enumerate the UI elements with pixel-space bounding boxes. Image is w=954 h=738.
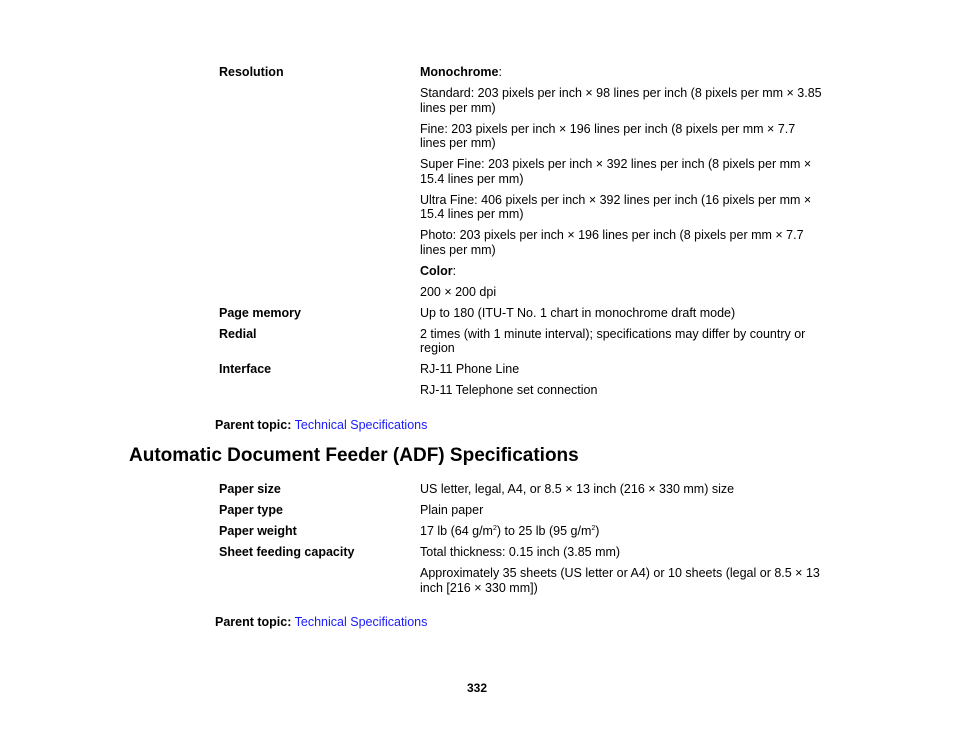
spec-label: Paper weight	[219, 524, 297, 538]
spec-label: Paper type	[219, 503, 283, 517]
spec-row-interface	[219, 362, 829, 404]
monochrome-label: Monochrome	[420, 65, 499, 79]
spec-subheading-monochrome	[420, 64, 829, 80]
spec-row-page-memory	[219, 306, 829, 327]
spec-values	[420, 362, 829, 404]
spec-label: Resolution	[219, 65, 284, 79]
spec-value-standard: Standard: 203 pixels per inch × 98 lines per inch (8 pixels per mm × 3.85 lines per mm)	[420, 86, 822, 115]
spec-value-fine: Fine: 203 pixels per inch × 196 lines per inch (8 pixels per mm × 7.7 lines per mm)	[420, 121, 796, 150]
technical-specifications-link[interactable]: Technical Specifications	[294, 615, 428, 629]
spec-values	[420, 306, 829, 327]
spec-label: Interface	[219, 362, 272, 376]
spec-value-color-dpi: 200 × 200 dpi	[420, 284, 497, 299]
spec-row-paper-weight	[219, 524, 829, 545]
spec-value-phone-line: RJ-11 Phone Line	[420, 362, 520, 376]
parent-topic-label: Parent topic:	[215, 418, 292, 432]
spec-values	[420, 545, 829, 602]
spec-value-redial: 2 times (with 1 minute interval); specifications may differ by country or region	[420, 326, 806, 355]
parent-topic-label: Parent topic:	[215, 615, 292, 629]
spec-values	[420, 64, 829, 306]
colon: :	[452, 263, 457, 278]
spec-values	[420, 327, 829, 363]
superscript: 2	[492, 524, 497, 532]
spec-row-paper-size	[219, 482, 829, 503]
spec-value-super-fine: Super Fine: 203 pixels per inch × 392 lines per inch (8 pixels per mm × 15.4 lines per mm)	[420, 157, 812, 186]
spec-value-sheet-count: Approximately 35 sheets (US letter or A4) or 10 sheets (legal or 8.5 × 13 inch [216 × 330 mm])	[420, 566, 820, 595]
weight-text-part: 17 lb (64 g/m	[420, 524, 493, 538]
spec-row-paper-type	[219, 503, 829, 524]
parent-topic	[215, 418, 427, 433]
spec-value-paper-weight	[420, 524, 829, 539]
colon: :	[498, 65, 502, 79]
spec-value-paper-size: US letter, legal, A4, or 8.5 × 13 inch (216 × 330 mm) size	[420, 482, 735, 496]
spec-value-total-thickness: Total thickness: 0.15 inch (3.85 mm)	[420, 545, 621, 559]
spec-row-redial	[219, 327, 829, 363]
adf-spec-table	[219, 482, 829, 602]
superscript: 2	[591, 524, 596, 532]
spec-row-resolution	[219, 64, 829, 306]
spec-values	[420, 482, 829, 503]
page-number: 332	[466, 681, 488, 695]
spec-label: Paper size	[219, 482, 281, 496]
spec-label: Page memory	[219, 305, 301, 320]
spec-subheading-color	[420, 264, 829, 279]
spec-value-page-memory: Up to 180 (ITU-T No. 1 chart in monochrome draft mode)	[420, 305, 736, 320]
color-label: Color	[420, 263, 453, 278]
section-heading: Automatic Document Feeder (ADF) Specifications	[129, 445, 579, 466]
technical-specifications-link[interactable]: Technical Specifications	[294, 418, 428, 432]
weight-text-part: ) to 25 lb (95 g/m	[496, 524, 592, 538]
spec-label: Sheet feeding capacity	[219, 545, 355, 559]
spec-value-ultra-fine: Ultra Fine: 406 pixels per inch × 392 lines per inch (16 pixels per mm × 15.4 lines per mm)	[420, 192, 812, 221]
spec-values	[420, 524, 829, 545]
parent-topic	[215, 615, 427, 630]
spec-label: Redial	[219, 326, 257, 341]
spec-values	[420, 503, 829, 524]
weight-text-part: )	[595, 524, 600, 538]
spec-value-telephone-set: RJ-11 Telephone set connection	[420, 383, 598, 397]
spec-row-sheet-feeding	[219, 545, 829, 602]
spec-value-photo: Photo: 203 pixels per inch × 196 lines per inch (8 pixels per mm × 7.7 lines per mm)	[420, 228, 804, 257]
spec-value-paper-type: Plain paper	[420, 503, 484, 517]
resolution-spec-table	[219, 64, 829, 404]
